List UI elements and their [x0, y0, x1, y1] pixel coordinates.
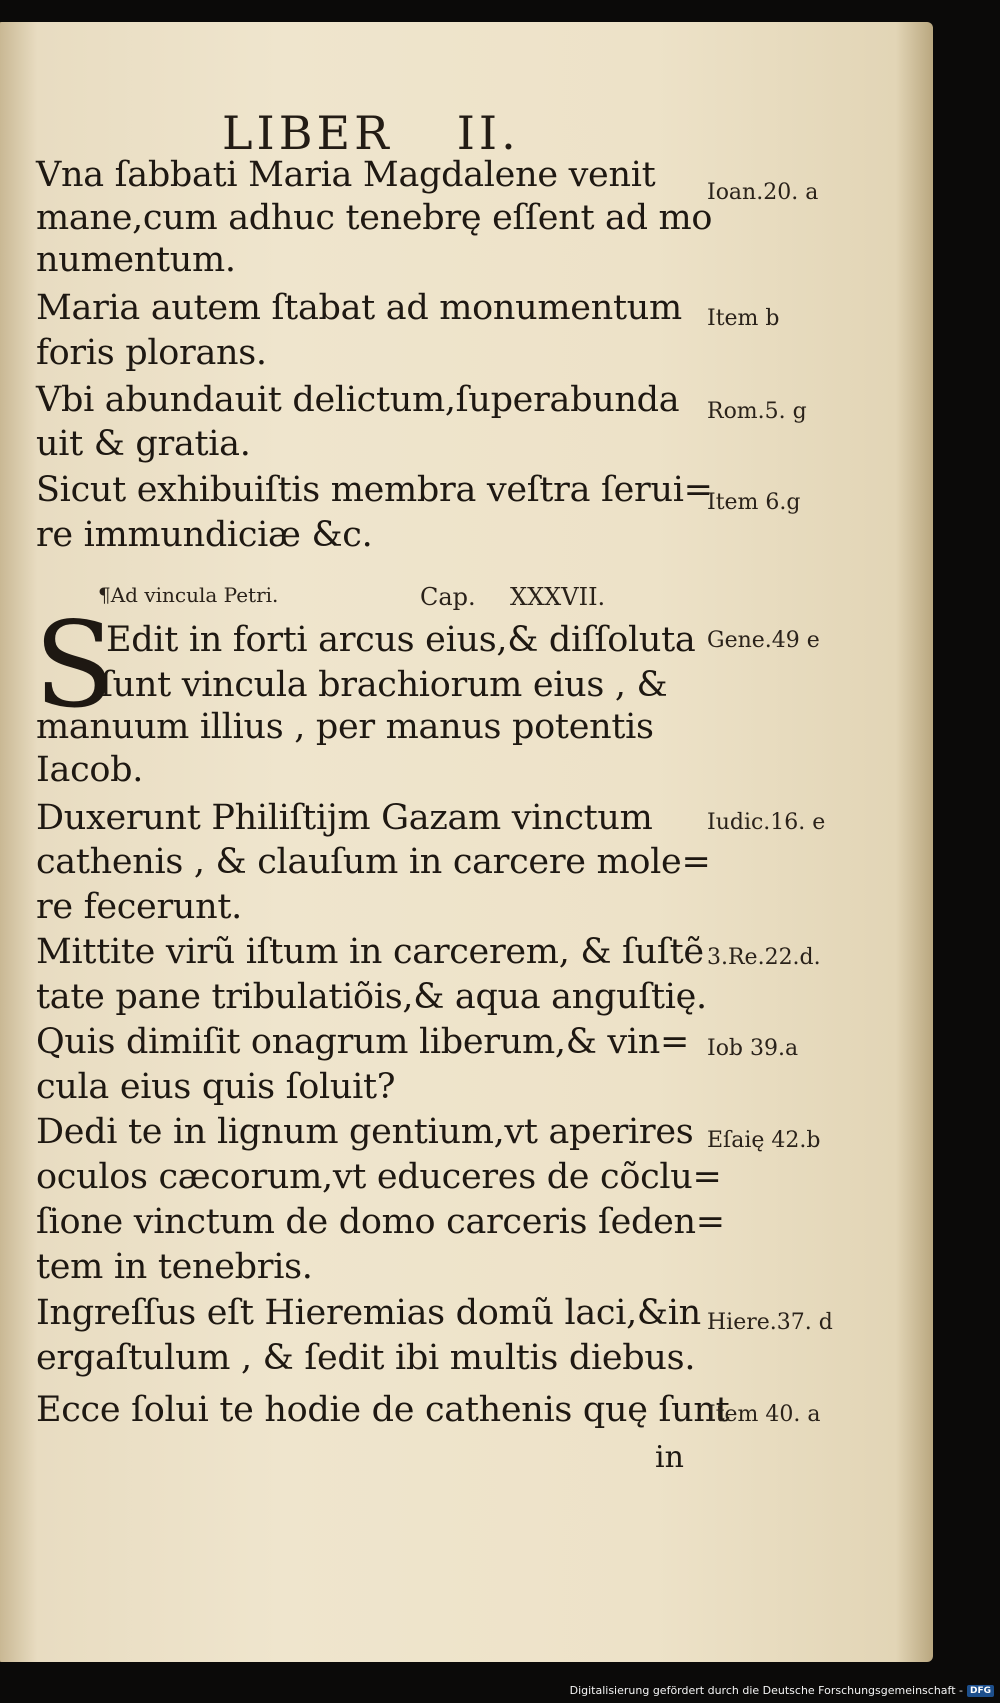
digitization-credit-text: Digitalisierung gefördert durch die Deutsche Forschungsgemeinschaft - — [569, 1684, 963, 1697]
running-head-book: LIBER — [222, 106, 393, 160]
text-line: Sicut exhibuiſtis membra veſtra ſerui= — [36, 470, 713, 510]
text-line: Duxerunt Philiſtijm Gazam vinctum — [36, 798, 653, 838]
margin-reference: 3.Re.22.d. — [707, 945, 821, 970]
text-line: Mittite virũ iſtum in carcerem, & ſuſtẽ — [36, 932, 704, 972]
running-head-number: II. — [456, 106, 520, 160]
text-line: Ecce ſolui te hodie de cathenis quę ſunt — [36, 1390, 730, 1430]
text-line: tate pane tribulatiõis,& aqua anguſtię. — [36, 977, 707, 1017]
text-line: foris plorans. — [36, 333, 267, 373]
text-line: Edit in forti arcus eius,& diſſoluta — [106, 620, 696, 660]
text-line: tem in tenebris. — [36, 1247, 313, 1287]
margin-reference: Gene.49 e — [707, 628, 820, 653]
chapter-number: XXXVII. — [510, 583, 606, 611]
margin-reference: Item 40. a — [707, 1402, 821, 1427]
digitization-credit — [570, 1684, 994, 1697]
text-line: ergaſtulum , & ſedit ibi multis diebus. — [36, 1338, 696, 1378]
text-line: ſunt vincula brachiorum eius , & — [100, 665, 668, 705]
text-line: ſione vinctum de domo carceris ſeden= — [36, 1202, 725, 1242]
margin-reference: Iob 39.a — [707, 1036, 799, 1061]
text-line: uit & gratia. — [36, 424, 251, 464]
margin-reference: Ioan.20. a — [707, 180, 819, 205]
margin-reference: Item 6.g — [707, 490, 801, 515]
chapter-cap-label: Cap. — [420, 583, 476, 611]
margin-reference: Iudic.16. e — [707, 810, 826, 835]
text-line: numentum. — [36, 240, 236, 280]
text-line: Maria autem ſtabat ad monumentum — [36, 288, 682, 328]
text-line: Ingreſſus eſt Hieremias domũ laci,&in — [36, 1293, 701, 1333]
text-line: Vbi abundauit delictum,ſuperabunda — [36, 380, 680, 420]
text-line: cula eius quis ſoluit? — [36, 1067, 396, 1107]
text-line: mane,cum adhuc tenebrę eſſent ad mo — [36, 198, 713, 238]
text-line: Dedi te in lignum gentium,vt aperires — [36, 1112, 694, 1152]
text-line: Quis dimiſit onagrum liberum,& vin= — [36, 1022, 690, 1062]
text-line: oculos cæcorum,vt educeres de cõclu= — [36, 1157, 722, 1197]
initial-capital: S — [34, 596, 115, 734]
catchword: in — [655, 1440, 684, 1475]
text-line: Iacob. — [36, 750, 144, 790]
margin-reference: Eſaię 42.b — [707, 1128, 821, 1153]
dfg-logo-icon: DFG — [967, 1685, 994, 1697]
margin-reference: Rom.5. g — [707, 399, 807, 424]
chapter-title: ¶Ad vincula Petri. — [98, 583, 279, 607]
running-head — [222, 106, 520, 160]
margin-reference: Hiere.37. d — [707, 1310, 833, 1335]
text-line: Vna ſabbati Maria Magdalene venit — [36, 155, 656, 195]
text-line: re fecerunt. — [36, 887, 242, 927]
text-line: cathenis , & clauſum in carcere mole= — [36, 842, 711, 882]
text-line: re immundiciæ &c. — [36, 515, 373, 555]
margin-reference: Item b — [707, 306, 780, 331]
text-line: manuum illius , per manus potentis — [36, 707, 654, 747]
